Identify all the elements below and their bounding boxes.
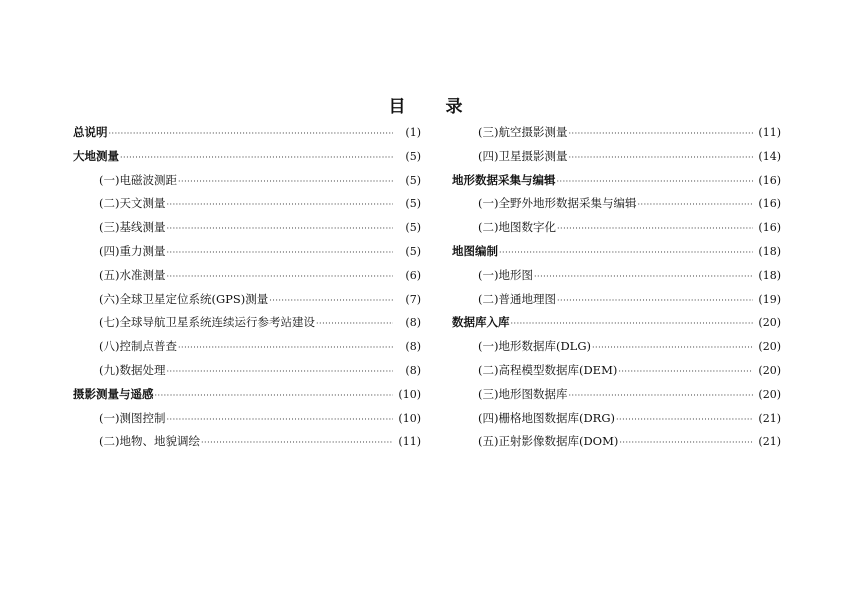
toc-entry-page: (16): [758, 221, 781, 235]
toc-entry-text: (三)航空摄影测量: [478, 125, 568, 139]
toc-entry[interactable]: [452, 169, 781, 193]
toc-entry-text: (九)数据处理: [99, 362, 166, 377]
toc-right-column: [452, 121, 781, 454]
toc-entry-text: (一)地形图: [478, 267, 533, 282]
toc-entry-page: (5): [405, 173, 421, 187]
toc-entry-page: (11): [758, 126, 781, 139]
toc-entry[interactable]: [73, 169, 421, 193]
dot-leader: [109, 122, 394, 146]
toc-entry-page: (5): [405, 197, 421, 211]
dot-leader: [166, 265, 393, 289]
toc-entry-page: (21): [758, 435, 781, 449]
dot-leader: [178, 336, 393, 360]
toc-entry[interactable]: [452, 121, 781, 145]
dot-leader: [534, 265, 753, 289]
toc-entry[interactable]: [452, 145, 781, 169]
dot-leader: [499, 241, 753, 265]
toc-entry-page: (10): [398, 387, 421, 401]
dot-leader: [557, 170, 754, 194]
toc-entry[interactable]: [452, 264, 781, 288]
toc-entry-text: (一)地形数据库(DLG): [478, 339, 591, 354]
toc-entry-page: (21): [758, 411, 781, 425]
toc-entry-text: (二)地物、地貌调绘: [99, 434, 200, 449]
toc-entry-page: (6): [405, 268, 421, 282]
toc-entry-page: (20): [758, 340, 781, 354]
toc-entry-page: (20): [758, 316, 781, 330]
dot-leader: [619, 431, 753, 455]
dot-leader: [618, 360, 753, 384]
toc-entry-page: (8): [405, 316, 421, 330]
toc-entry[interactable]: [452, 288, 781, 312]
toc-entry-page: (19): [758, 292, 781, 306]
dot-leader: [568, 384, 753, 408]
toc-entry-page: (7): [405, 292, 421, 306]
toc-entry-page: (8): [405, 340, 421, 354]
toc-entry-text: (一)电磁波测距: [99, 172, 177, 187]
dot-leader: [592, 336, 753, 360]
toc-entry-text: 数据库入库: [452, 315, 510, 330]
dot-leader: [637, 193, 753, 217]
toc-entry[interactable]: [452, 335, 781, 359]
toc-entry-text: (四)重力测量: [99, 243, 166, 258]
dot-leader: [166, 217, 393, 241]
toc-entry[interactable]: [452, 311, 781, 335]
toc-entry-text: (四)栅格地图数据库(DRG): [478, 410, 616, 425]
dot-leader: [120, 146, 393, 170]
toc-entry-text: (三)基线测量: [99, 220, 166, 235]
toc-entry-page: (20): [758, 387, 781, 401]
toc-entry-page: (10): [398, 411, 421, 425]
dot-leader: [178, 170, 393, 194]
toc-entry-text: (二)高程模型数据库(DEM): [478, 362, 618, 377]
dot-leader: [166, 241, 393, 265]
toc-entry-page: (16): [758, 173, 781, 187]
toc-entry-page: (5): [405, 221, 421, 235]
toc-entry[interactable]: [73, 335, 421, 359]
toc-entry-page: (20): [758, 363, 781, 377]
toc-entry[interactable]: [73, 192, 421, 216]
toc-entry[interactable]: [73, 288, 421, 312]
dot-leader: [557, 289, 753, 313]
toc-entry[interactable]: [73, 407, 421, 431]
dot-leader: [316, 312, 393, 336]
toc-entry-text: (二)普通地理图: [478, 291, 556, 306]
dot-leader: [557, 217, 753, 241]
toc-entry[interactable]: [452, 430, 781, 454]
dot-leader: [155, 384, 394, 408]
toc-entry-page: (5): [405, 244, 421, 258]
toc-entry-text: (一)测图控制: [99, 410, 166, 425]
toc-entry-text: 地图编制: [452, 243, 498, 258]
dot-leader: [568, 122, 753, 146]
toc-entry[interactable]: [73, 383, 421, 407]
dot-leader: [511, 312, 754, 336]
toc-entry-text: (二)地图数字化: [478, 220, 556, 235]
toc-entry[interactable]: [452, 192, 781, 216]
dot-leader: [269, 289, 393, 313]
toc-entry[interactable]: [73, 216, 421, 240]
page-title: 目 录: [388, 97, 465, 117]
dot-leader: [201, 431, 393, 455]
toc-entry[interactable]: [73, 145, 421, 169]
toc-entry[interactable]: [452, 216, 781, 240]
toc-entry-text: (六)全球卫星定位系统(GPS)测量: [99, 291, 269, 306]
toc-entry-page: (16): [758, 197, 781, 211]
toc-entry[interactable]: [452, 240, 781, 264]
toc-entry[interactable]: [452, 359, 781, 383]
toc-entry[interactable]: [73, 264, 421, 288]
toc-entry-page: (14): [758, 149, 781, 163]
toc-entry[interactable]: [452, 407, 781, 431]
toc-entry-page: (18): [758, 244, 781, 258]
dot-leader: [166, 408, 393, 432]
toc-entry-text: (二)天文测量: [99, 196, 166, 211]
toc-entry[interactable]: [73, 430, 421, 454]
toc-entry-text: (一)全野外地形数据采集与编辑: [478, 196, 637, 211]
dot-leader: [166, 360, 393, 384]
dot-leader: [616, 408, 753, 432]
toc-entry-text: (三)地形图数据库: [478, 386, 568, 401]
toc-entry[interactable]: [73, 240, 421, 264]
toc-entry-page: (5): [405, 149, 421, 163]
toc-entry-text: (八)控制点普查: [99, 339, 177, 354]
toc-entry-text: 总说明: [73, 125, 108, 139]
toc-left-column: [73, 121, 421, 454]
toc-entry[interactable]: [452, 383, 781, 407]
toc-entry-text: 大地测量: [73, 148, 119, 163]
toc-entry-page: (8): [405, 363, 421, 377]
toc-entry-page: (11): [398, 435, 421, 449]
toc-entry-text: (五)正射影像数据库(DOM): [478, 434, 619, 449]
toc-entry-page: (1): [405, 126, 421, 139]
toc-entry-page: (18): [758, 268, 781, 282]
dot-leader: [568, 146, 753, 170]
toc-entry-text: (四)卫星摄影测量: [478, 148, 568, 163]
toc-entry-text: (七)全球导航卫星系统连续运行参考站建设: [99, 315, 315, 330]
toc-entry[interactable]: [73, 121, 421, 145]
toc-entry[interactable]: [73, 359, 421, 383]
toc-entry-text: 地形数据采集与编辑: [452, 172, 556, 187]
toc-entry-text: (五)水准测量: [99, 267, 166, 282]
toc-entry[interactable]: [73, 311, 421, 335]
toc-entry-text: 摄影测量与遥感: [73, 386, 154, 401]
dot-leader: [166, 193, 393, 217]
